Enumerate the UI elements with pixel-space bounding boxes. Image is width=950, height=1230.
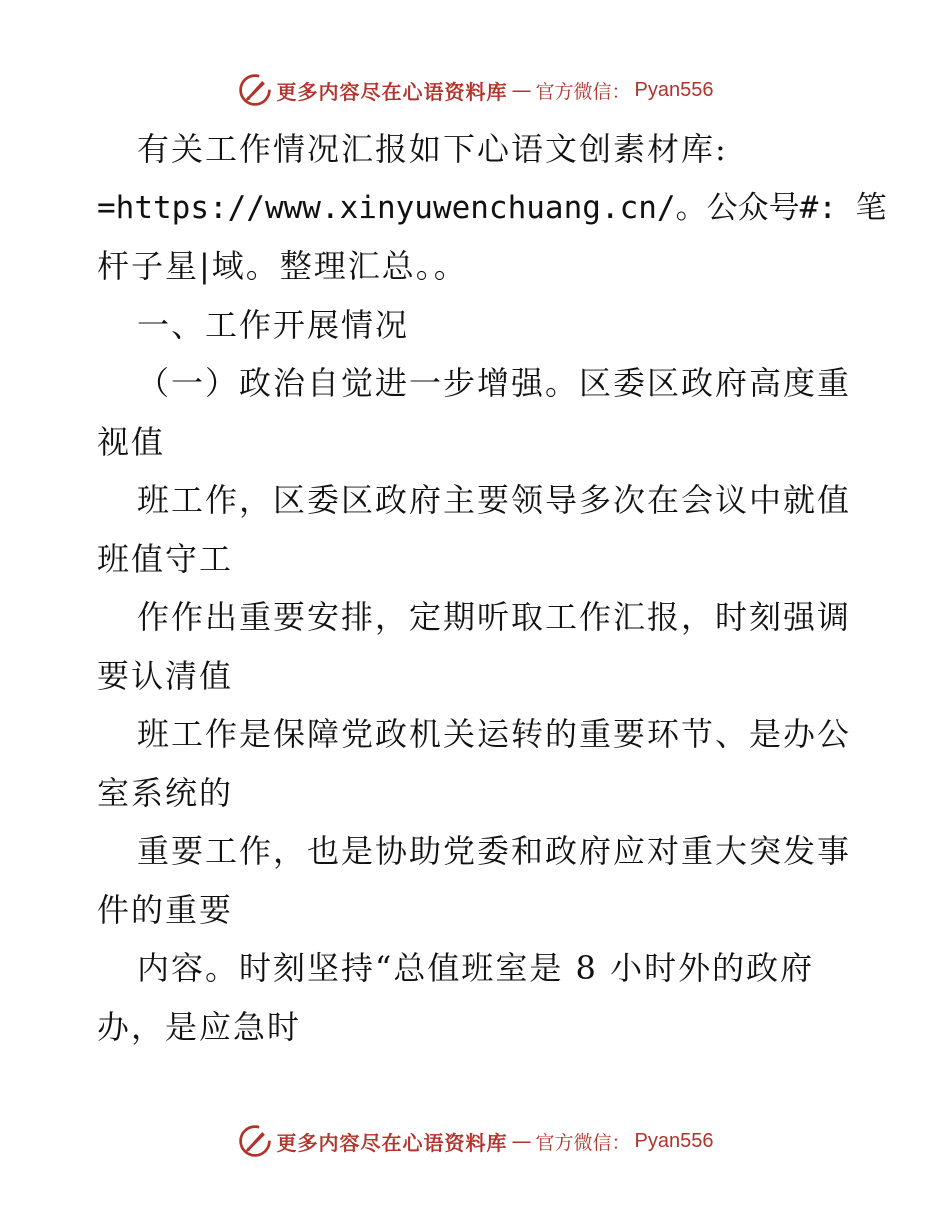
body-line-8: 班值守工 [97, 539, 234, 578]
body-line-1: 有关工作情况汇报如下心语文创素材库: [137, 130, 728, 168]
body-line-7: 班工作，区委区政府主要领导多次在会议中就值 [137, 481, 852, 519]
quill-pen-logo-icon [237, 1123, 273, 1159]
body-line-2: =https://www.xinyuwenchuang.cn/。公众号#: 笔 [97, 189, 887, 226]
footer-brand-text: 更多内容尽在心语资料库 [276, 1130, 508, 1155]
body-line-9: 作作出重要安排，定期听取工作汇报，时刻强调 [137, 598, 852, 636]
header-banner [0, 70, 950, 110]
quill-pen-logo-icon [237, 72, 273, 108]
footer-wechat-label: 官方微信： [535, 1131, 631, 1154]
header-separator: — [511, 78, 532, 102]
body-line-13: 重要工作，也是协助党委和政府应对重大突发事 [137, 832, 852, 870]
document-body [97, 120, 887, 1056]
body-line-10: 要认清值 [97, 656, 234, 695]
body-line-11: 班工作是保障党政机关运转的重要环节、是办公 [137, 715, 852, 753]
body-line-3: 杆子星|域。整理汇总。。 [97, 247, 468, 285]
body-line-16: 办，是应急时 [97, 1007, 302, 1046]
header-brand-text: 更多内容尽在心语资料库 [276, 79, 508, 104]
body-line-14: 件的重要 [97, 890, 234, 929]
header-wechat-label: 官方微信： [535, 80, 631, 103]
body-line-5: （一）政治自觉进一步增强。区委区政府高度重 [137, 364, 852, 402]
body-line-6: 视值 [97, 422, 166, 461]
header-wechat-id: Pyan556 [634, 78, 714, 101]
body-line-12: 室系统的 [97, 773, 234, 812]
section-heading: 一、工作开展情况 [137, 305, 410, 344]
footer-banner [0, 1121, 950, 1161]
footer-separator: — [511, 1129, 532, 1153]
body-line-15: 内容。时刻坚持“总值班室是 8 小时外的政府 [137, 949, 815, 987]
footer-wechat-id: Pyan556 [634, 1129, 714, 1152]
